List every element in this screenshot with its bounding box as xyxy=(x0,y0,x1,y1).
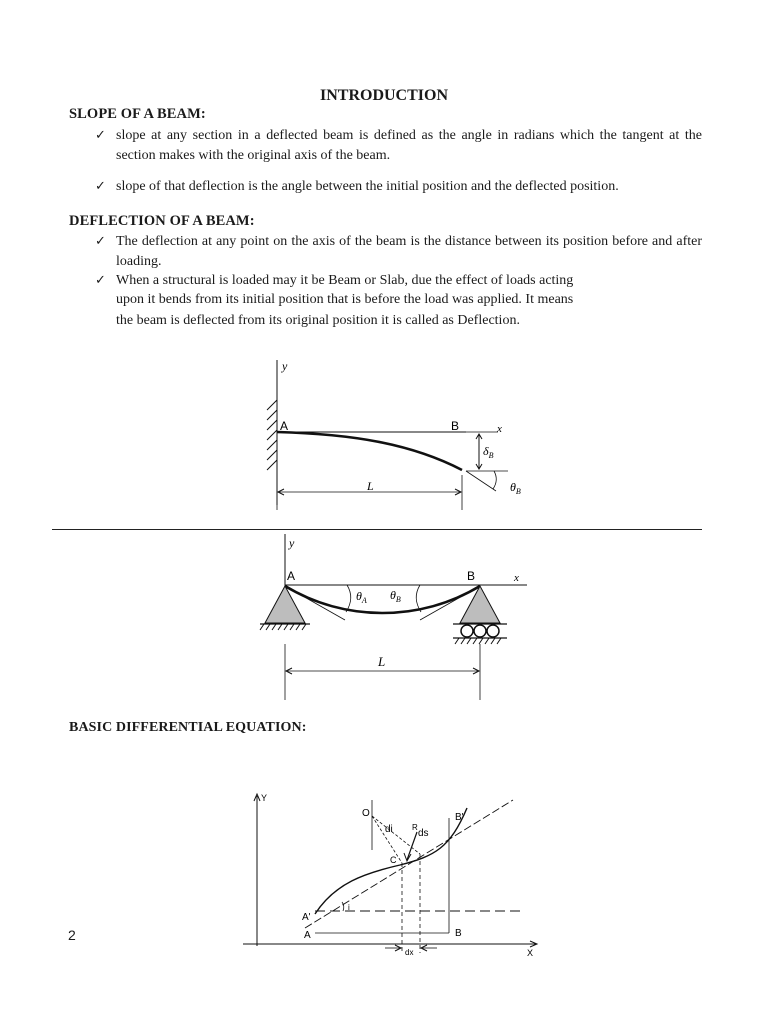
differential-equation-figure xyxy=(235,788,545,960)
fig2-point-b: B xyxy=(467,569,476,583)
fixed-support-hatch xyxy=(267,400,277,470)
basic-equation-heading: BASIC DIFFERENTIAL EQUATION: xyxy=(69,720,307,735)
slope-bullet-2-text: slope of that deflection is the angle between the initial position and the deflected position. xyxy=(116,179,619,194)
fig2-point-a: A xyxy=(287,569,296,583)
fig3-point-a: A xyxy=(304,930,311,941)
fig3-point-a-prime: A' xyxy=(302,912,311,923)
roller-wheel xyxy=(487,625,499,637)
angle-arc-b xyxy=(416,585,421,612)
fig3-point-c: C xyxy=(390,855,397,865)
deflection-bullet-1-text: The deflection at any point on the axis of the beam is the distance between its position before and after loading. xyxy=(116,234,702,269)
fig3-y-label: Y xyxy=(261,793,268,803)
ds-pointer xyxy=(407,832,417,860)
deflected-beam-curve xyxy=(285,586,480,613)
fig1-slope-label: $\theta_B$ xyxy=(510,480,521,496)
page-number: 2 xyxy=(68,927,76,943)
fig1-point-b: B xyxy=(451,419,460,433)
roller-support xyxy=(460,586,500,623)
fig2-y-label: y xyxy=(289,536,295,550)
tangent-line xyxy=(305,800,513,928)
roller-wheel xyxy=(474,625,486,637)
ground-hatch xyxy=(455,638,501,644)
pin-support xyxy=(265,586,305,623)
horizontal-rule xyxy=(52,529,702,530)
simply-supported-deflection-figure xyxy=(250,532,550,707)
deflection-bullet-2-line-2: upon it bends from its initial position that is before the load was applied. It means xyxy=(116,292,574,307)
ground-hatch xyxy=(260,624,306,630)
fig1-deflection-label: $\delta_B$ xyxy=(483,444,494,460)
fig3-dx-label: dx xyxy=(405,948,414,957)
checkmark-icon: ✓ xyxy=(95,128,106,143)
fig3-r-label: R xyxy=(412,823,418,832)
fig3-point-b-prime: B' xyxy=(455,812,464,823)
angle-arc xyxy=(342,902,344,911)
fig3-di-label: di xyxy=(385,824,393,835)
fig3-center-o: O xyxy=(362,808,370,819)
fig3-x-label: X xyxy=(527,948,534,958)
slope-heading: SLOPE OF A BEAM: xyxy=(69,106,206,122)
checkmark-icon: ✓ xyxy=(95,234,106,249)
angle-arc-a xyxy=(346,585,351,612)
checkmark-icon: ✓ xyxy=(95,273,106,288)
angle-arc xyxy=(493,471,496,489)
fig1-length-label: L xyxy=(367,479,374,493)
deflection-heading: DEFLECTION OF A BEAM: xyxy=(69,213,255,229)
tangent-line xyxy=(466,471,496,491)
fig1-point-a: A xyxy=(280,419,289,433)
cantilever-deflection-figure xyxy=(240,355,540,515)
roller-wheel xyxy=(461,625,473,637)
fig2-slope-a-label: $\theta_A$ xyxy=(356,589,367,605)
fig2-length-label: L xyxy=(378,654,386,669)
checkmark-icon: ✓ xyxy=(95,179,106,194)
fig3-angle-i-label: i xyxy=(348,903,350,912)
fig3-ds-label: ds xyxy=(418,828,429,839)
fig1-x-label: x xyxy=(497,423,502,435)
deflection-bullet-2-line-3: the beam is deflected from its original position it is called as Deflection. xyxy=(116,313,520,328)
deflection-bullet-2-line-1: When a structural is loaded may it be Beam or Slab, due the effect of loads acting xyxy=(116,273,574,288)
fig2-x-label: x xyxy=(514,572,519,584)
fig3-point-b: B xyxy=(455,928,462,939)
deflected-beam-curve xyxy=(277,432,462,470)
slope-bullet-1-text: slope at any section in a deflected beam is defined as the angle in radians which the tangent at the section makes with the original axis of the beam. xyxy=(116,128,702,163)
page-title: INTRODUCTION xyxy=(319,87,448,104)
fig2-slope-b-label: $\theta_B$ xyxy=(390,588,401,604)
radius-line xyxy=(372,816,420,854)
fig1-y-label: y xyxy=(282,359,288,373)
